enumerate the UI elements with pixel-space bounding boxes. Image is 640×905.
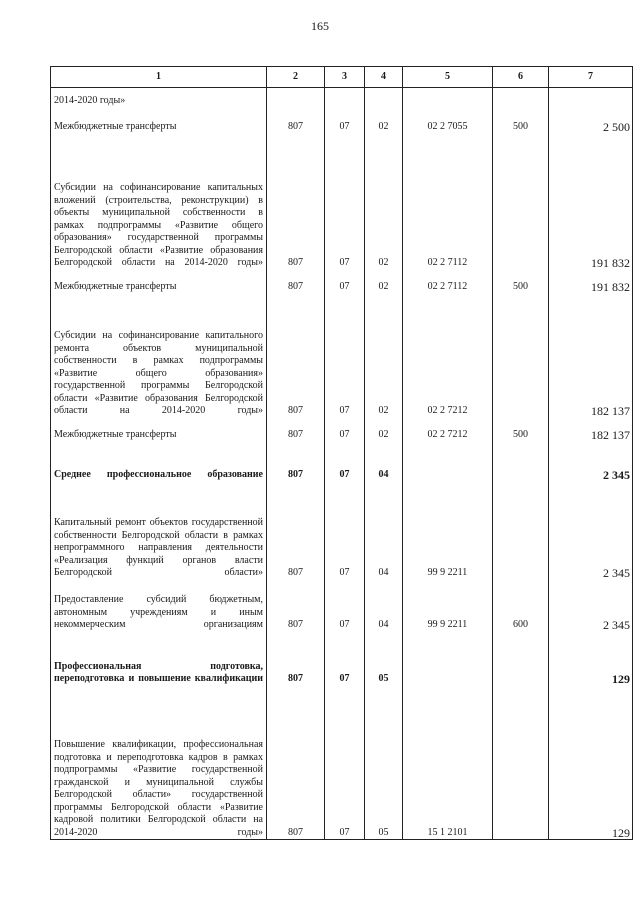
row-target-article: 02 2 7212 <box>403 294 493 418</box>
row-section-code: 07 <box>325 442 365 482</box>
row-description: Субсидии на софинансирование капитального ремонта объектов муниципальной собственности в рамках подпрограммы «Развитие общего образования» государственной программы Белгородской области «Развитие образования Белгородской области на 2014-2020 годы» <box>51 294 267 418</box>
row-grbs-code: 807 <box>267 632 325 686</box>
row-expense-type <box>493 632 549 686</box>
row-amount: 2 500 <box>549 108 633 134</box>
table-row <box>51 632 633 686</box>
row-section-code: 07 <box>325 482 365 580</box>
row-section-code: 07 <box>325 632 365 686</box>
row-subsection-code: 02 <box>365 270 403 294</box>
table-body <box>51 88 633 840</box>
row-section-code: 07 <box>325 686 365 840</box>
row-grbs-code: 807 <box>267 482 325 580</box>
column-header-6: 6 <box>493 67 549 88</box>
row-description: Предоставление субсидий бюджетным, автономным учреждениям и иным некоммерческим организациям <box>51 580 267 632</box>
row-amount: 182 137 <box>549 418 633 442</box>
table-row <box>51 270 633 294</box>
row-expense-type <box>493 134 549 270</box>
row-expense-type <box>493 294 549 418</box>
row-grbs-code: 807 <box>267 294 325 418</box>
table-row <box>51 134 633 270</box>
row-amount: 2 345 <box>549 580 633 632</box>
table-row <box>51 442 633 482</box>
row-amount: 2 345 <box>549 482 633 580</box>
row-expense-type <box>493 482 549 580</box>
row-description: Субсидии на софинансирование капитальных вложений (строительства, реконструкции) в объекты муниципальной собственности в рамках подпрограммы «Развитие общего образования» государственной программы Белгородской области «Развитие образования Белгородской области на 2014-2020 годы» <box>51 134 267 270</box>
header-row <box>51 67 633 88</box>
row-description: Среднее профессиональное образование <box>51 442 267 482</box>
row-description: 2014-2020 годы» <box>51 88 267 108</box>
row-amount: 2 345 <box>549 442 633 482</box>
row-section-code: 07 <box>325 270 365 294</box>
row-target-article: 02 2 7112 <box>403 134 493 270</box>
row-amount: 191 832 <box>549 270 633 294</box>
row-target-article: 15 1 2101 <box>403 686 493 840</box>
row-description: Межбюджетные трансферты <box>51 270 267 294</box>
row-grbs-code: 807 <box>267 108 325 134</box>
row-subsection-code: 02 <box>365 134 403 270</box>
row-grbs-code: 807 <box>267 270 325 294</box>
column-header-4: 4 <box>365 67 403 88</box>
row-expense-type <box>493 88 549 108</box>
row-section-code: 07 <box>325 294 365 418</box>
row-description: Капитальный ремонт объектов государственной собственности Белгородской области в рамках непрограммного направления деятельности «Реализация функций органов власти Белгородской области» <box>51 482 267 580</box>
table-row <box>51 294 633 418</box>
column-header-1: 1 <box>51 67 267 88</box>
row-expense-type <box>493 686 549 840</box>
row-subsection-code: 05 <box>365 632 403 686</box>
row-expense-type: 500 <box>493 108 549 134</box>
row-expense-type: 500 <box>493 418 549 442</box>
row-expense-type: 600 <box>493 580 549 632</box>
row-subsection-code: 04 <box>365 580 403 632</box>
row-subsection-code: 02 <box>365 108 403 134</box>
row-description: Профессиональная подготовка, переподготовка и повышение квалификации <box>51 632 267 686</box>
row-amount: 182 137 <box>549 294 633 418</box>
row-grbs-code: 807 <box>267 580 325 632</box>
row-description: Повышение квалификации, профессиональная подготовка и переподготовка кадров в рамках подпрограммы «Развитие государственной гражданской и муниципальной службы Белгородской области» государственной программы Белгородской области «Развитие кадровой политики Белгородской области на 2014-2020 годы» <box>51 686 267 840</box>
column-header-5: 5 <box>403 67 493 88</box>
column-header-2: 2 <box>267 67 325 88</box>
row-amount <box>549 88 633 108</box>
table-row <box>51 580 633 632</box>
row-target-article: 02 2 7212 <box>403 418 493 442</box>
row-section-code: 07 <box>325 108 365 134</box>
row-expense-type: 500 <box>493 270 549 294</box>
row-target-article: 02 2 7112 <box>403 270 493 294</box>
row-grbs-code: 807 <box>267 134 325 270</box>
row-subsection-code: 02 <box>365 294 403 418</box>
row-grbs-code <box>267 88 325 108</box>
row-description: Межбюджетные трансферты <box>51 108 267 134</box>
table-row <box>51 108 633 134</box>
row-amount: 191 832 <box>549 134 633 270</box>
table-row <box>51 482 633 580</box>
row-target-article <box>403 632 493 686</box>
row-grbs-code: 807 <box>267 418 325 442</box>
row-section-code: 07 <box>325 134 365 270</box>
row-section-code: 07 <box>325 418 365 442</box>
row-target-article <box>403 88 493 108</box>
row-target-article: 99 9 2211 <box>403 580 493 632</box>
row-section-code: 07 <box>325 580 365 632</box>
row-section-code <box>325 88 365 108</box>
budget-table <box>50 66 633 840</box>
column-header-7: 7 <box>549 67 633 88</box>
row-grbs-code: 807 <box>267 442 325 482</box>
row-description: Межбюджетные трансферты <box>51 418 267 442</box>
table-row <box>51 88 633 108</box>
row-subsection-code <box>365 88 403 108</box>
table-row <box>51 418 633 442</box>
row-target-article: 02 2 7055 <box>403 108 493 134</box>
row-subsection-code: 04 <box>365 482 403 580</box>
row-amount: 129 <box>549 686 633 840</box>
row-amount: 129 <box>549 632 633 686</box>
row-subsection-code: 05 <box>365 686 403 840</box>
row-subsection-code: 04 <box>365 442 403 482</box>
column-header-3: 3 <box>325 67 365 88</box>
row-expense-type <box>493 442 549 482</box>
row-grbs-code: 807 <box>267 686 325 840</box>
page-number: 165 <box>311 19 329 33</box>
table-row <box>51 686 633 840</box>
row-subsection-code: 02 <box>365 418 403 442</box>
row-target-article <box>403 442 493 482</box>
row-target-article: 99 9 2211 <box>403 482 493 580</box>
